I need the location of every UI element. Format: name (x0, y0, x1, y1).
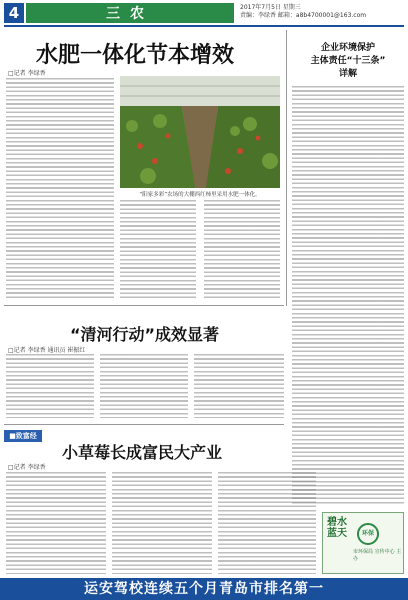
lead-text-col-1 (6, 78, 114, 298)
sidebar-title-line1: 主体责任“十三条” (310, 56, 386, 66)
lead-text-col-3 (204, 200, 280, 300)
story3-byline: □记者 李绿香 (8, 464, 46, 471)
story2-col-3 (194, 354, 284, 418)
story2-col-1 (6, 354, 94, 418)
sidebar-text (292, 86, 404, 504)
page-number: 4 (4, 3, 24, 23)
story3-top-rule (4, 424, 284, 425)
story3-col-3 (218, 472, 316, 574)
header-rule (4, 25, 404, 27)
ad-organizer: 市环保局 宣传中心 主办 (353, 549, 402, 562)
issue-date: 2017年7月5日 星期三 (240, 4, 301, 11)
lead-text-col-2 (120, 200, 196, 300)
ad-logo-text: 环保 (361, 530, 374, 537)
editor-line: 责编：李绿香 邮箱：a8b4700001@163.com (240, 12, 367, 19)
greenhouse-photo (120, 76, 280, 188)
section-tag: ■致富经 (4, 430, 42, 442)
sidebar-title-line2: 详解 (338, 69, 357, 79)
environment-ad (322, 512, 404, 574)
story2-top-rule (4, 305, 284, 306)
sidebar-divider (286, 30, 287, 306)
story3-col-2 (112, 472, 212, 574)
sidebar-kicker: 企业环境保护 (320, 43, 375, 53)
issue-meta (240, 4, 366, 20)
ad-title: 碧水蓝天 (327, 517, 347, 539)
story2-byline: □记者 李绿香 通讯员 崔振红 (8, 347, 86, 354)
photo-caption: “阳家多彩”农场的大棚西红柿里采用水肥一体化。 (139, 192, 261, 198)
section-banner (26, 3, 234, 23)
lead-headline: 水肥一体化节本增效 (36, 43, 235, 68)
greenhouse-illustration (120, 76, 280, 188)
environment-logo-icon (357, 523, 379, 545)
lead-byline: □记者 李绿香 (8, 70, 46, 77)
story3-col-1 (6, 472, 106, 574)
section-name: 三农 (106, 6, 154, 22)
story3-headline: 小草莓长成富民大产业 (62, 443, 223, 462)
footer-banner: 运安驾校连续五个月青岛市排名第一 (0, 578, 408, 600)
masthead (0, 0, 408, 26)
story2-headline: “清河行动”成效显著 (70, 325, 220, 344)
story2-col-2 (100, 354, 188, 418)
